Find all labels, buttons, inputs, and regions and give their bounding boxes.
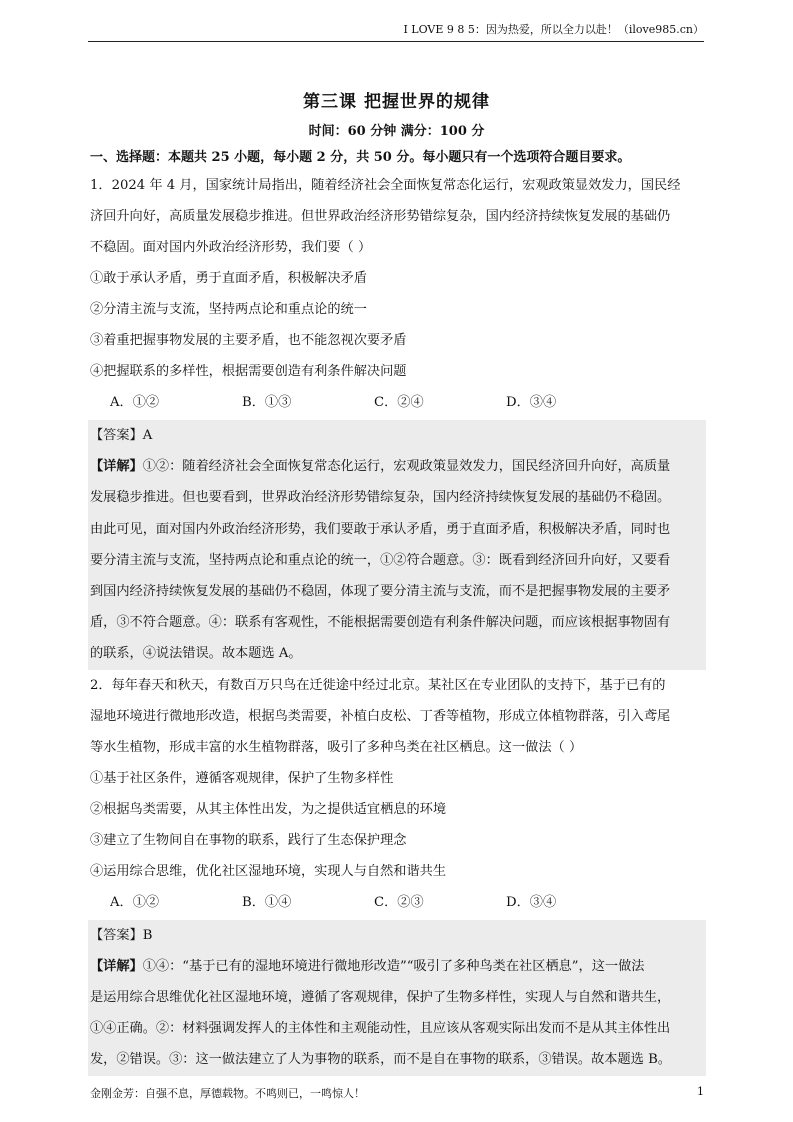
question-2 bbox=[90, 670, 704, 1076]
question-1 bbox=[90, 170, 704, 670]
question-stem-line: 济回升向好，高质量发展稳步推进。但世界政治经济形势错综复杂，国内经济持续恢复发展的基础仍 bbox=[90, 209, 671, 224]
choice-d: D．③④ bbox=[506, 395, 557, 410]
statement-option: ②分清主流与支流，坚持两点论和重点论的统一 bbox=[90, 302, 367, 317]
detail-line: 发，②错误。③：这一做法建立了人为事物的联系，而不是自在事物的联系，③错误。故本题选 B。 bbox=[90, 1052, 671, 1068]
question-stem-line: 1．2024 年 4 月，国家统计局指出，随着经济社会全面恢复常态化运行，宏观政策显效发力，国民经 bbox=[90, 178, 681, 193]
question-stem-line: 等水生植物，形成丰富的水生植物群落，吸引了多种鸟类在社区栖息。这一做法（ ） bbox=[90, 739, 583, 755]
statement-option: ④运用综合思维，优化社区湿地环境，实现人与自然和谐共生 bbox=[90, 863, 447, 879]
answer-label: 【答案】 bbox=[90, 927, 143, 943]
statement-option: ③建立了生物间自在事物的联系，践行了生态保护理念 bbox=[90, 832, 407, 848]
questions-content bbox=[90, 170, 704, 1076]
answer-value: A bbox=[142, 428, 153, 443]
detail-line: 到国内经济持续恢复发展的基础仍不稳固，体现了要分清主流与支流，而不是把握事物发展的主要矛 bbox=[90, 584, 671, 600]
statement-option: ④把握联系的多样性，根据需要创造有利条件解决问题 bbox=[90, 364, 407, 379]
choice-c: C．②④ bbox=[374, 395, 424, 410]
answer-choices bbox=[90, 387, 704, 418]
answer-line bbox=[90, 420, 704, 451]
page-title: 第三课 把握世界的规律 bbox=[303, 92, 490, 112]
detail-line: 由此可见，面对国内外政治经济形势，我们要敢于承认矛盾，勇于直面矛盾，积极解决矛盾，同时也 bbox=[90, 521, 671, 537]
statement-option: ①基于社区条件，遵循客观规律，保护了生物多样性 bbox=[90, 770, 394, 786]
statement-option: ①敢于承认矛盾，勇于直面矛盾，积极解决矛盾 bbox=[90, 271, 367, 286]
choice-d: D．③④ bbox=[506, 894, 557, 910]
detail-text: ①④：“基于已有的湿地环境进行微地形改造”“吸引了多种鸟类在社区栖息”，这一做法 bbox=[142, 958, 645, 974]
detail-line: ①④正确。②：材料强调发挥人的主体性和主观能动性，且应该从客观实际出发而不是从其主体性出 bbox=[90, 1021, 671, 1037]
page-number: 1 bbox=[697, 1085, 704, 1098]
answer-label: 【答案】 bbox=[90, 428, 143, 443]
answer-choices bbox=[90, 887, 704, 918]
question-stem-line: 不稳固。面对国内外政治经济形势，我们要（ ） bbox=[90, 240, 372, 255]
footer-motto: 金刚金芳：自强不息，厚德载物。不鸣则已，一鸣惊人！ bbox=[90, 1087, 365, 1100]
choice-a: A．①② bbox=[110, 395, 160, 410]
answer-explanation-box bbox=[88, 420, 706, 670]
exam-time-score: 时间：60 分钟 满分：100 分 bbox=[308, 124, 485, 139]
choice-b: B．①④ bbox=[242, 894, 292, 910]
detail-label: 【详解】 bbox=[90, 958, 143, 974]
question-stem-line: 湿地环境进行微地形改造，根据鸟类需要，补植白皮松、丁香等植物，形成立体植物群落，引入鸢尾 bbox=[90, 708, 671, 724]
statement-option: ③着重把握事物发展的主要矛盾，也不能忽视次要矛盾 bbox=[90, 333, 407, 348]
detail-line: 是运用综合思维优化社区湿地环境，遵循了客观规律，保护了生物多样性，实现人与自然和谐共生， bbox=[90, 990, 671, 1006]
answer-explanation-box bbox=[88, 920, 706, 1076]
detail-line: 发展稳步推进。但也要看到，世界政治经济形势错综复杂，国内经济持续恢复发展的基础仍不稳固。 bbox=[90, 490, 671, 506]
choice-c: C．②③ bbox=[374, 894, 424, 910]
detail-line bbox=[90, 951, 704, 982]
answer-value: B bbox=[142, 927, 153, 943]
detail-label: 【详解】 bbox=[90, 459, 143, 475]
answer-line bbox=[90, 920, 704, 951]
page-footer bbox=[90, 1085, 704, 1101]
choice-b: B．①③ bbox=[242, 395, 292, 410]
detail-line: 要分清主流与支流，坚持两点论和重点论的统一，①②符合题意。③：既看到经济回升向好，又要看 bbox=[90, 552, 671, 568]
statement-option: ②根据鸟类需要，从其主体性出发，为之提供适宜栖息的环境 bbox=[90, 801, 447, 817]
page-header bbox=[88, 20, 704, 42]
section-instructions: 一、选择题：本题共 25 小题，每小题 2 分，共 50 分。每小题只有一个选项符合题目要求。 bbox=[90, 150, 631, 165]
detail-line bbox=[90, 451, 704, 482]
detail-text: ①②：随着经济社会全面恢复常态化运行，宏观政策显效发力，国民经济回升向好，高质量 bbox=[142, 459, 671, 475]
choice-a: A．①② bbox=[110, 894, 160, 910]
detail-line: 的联系，④说法错误。故本题选 A。 bbox=[90, 646, 302, 662]
detail-line: 盾，③不符合题意。④：联系有客观性，不能根据需要创造有利条件解决问题，而应该根据事物固有 bbox=[90, 615, 671, 631]
question-stem-line: 2．每年春天和秋天，有数百万只鸟在迁徙途中经过北京。某社区在专业团队的支持下，基于已有的 bbox=[90, 677, 666, 693]
header-text: I LOVE 9 8 5：因为热爱，所以全力以赴！（ilove985.cn） bbox=[403, 23, 704, 36]
